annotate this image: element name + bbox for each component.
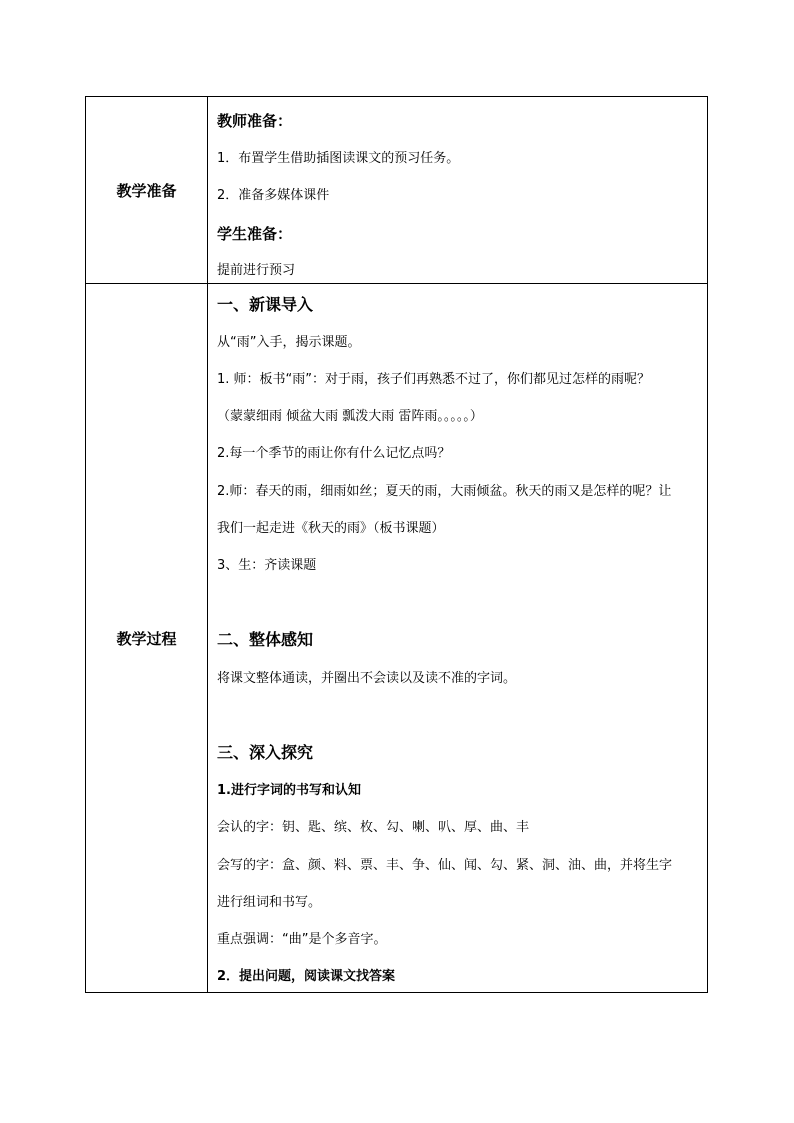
section-heading: 三、深入探究 [217, 743, 314, 762]
teaching-process-label: 教学过程 [86, 284, 208, 992]
paragraph-line: 会写的字：盒、颜、料、票、丰、争、仙、闻、勾、紧、洞、油、曲，并将生字 [217, 858, 673, 873]
paragraph-line: 1. 师：板书“雨”：对于雨，孩子们再熟悉不过了，你们都见过怎样的雨呢？ [217, 372, 651, 387]
paragraph-line: 重点强调：“曲”是个多音字。 [217, 932, 387, 947]
teaching-process-content [208, 284, 707, 992]
paragraph-line: 我们一起走进《秋天的雨》（板书课题） [217, 521, 445, 536]
subsection-heading: 1.进行字词的书写和认知 [217, 783, 361, 798]
paragraph-line: 3、生：齐读课题 [217, 558, 317, 573]
teacher-prep-heading: 教师准备： [217, 112, 293, 130]
subsection-heading: 2．提出问题，阅读课文找答案 [217, 969, 396, 984]
paragraph-line: 2.每一个季节的雨让你有什么记忆点吗？ [217, 446, 451, 461]
paragraph-line: 2.师：春天的雨，细雨如丝；夏天的雨，大雨倾盆。秋天的雨又是怎样的呢？让 [217, 484, 672, 499]
teaching-preparation-row [86, 97, 707, 284]
student-prep-text: 提前进行预习 [217, 263, 296, 278]
teaching-preparation-content [208, 97, 707, 283]
teaching-process-row [86, 284, 707, 992]
paragraph-line: 从“雨”入手，揭示课题。 [217, 335, 361, 350]
teacher-prep-item: 2．准备多媒体课件 [217, 188, 330, 203]
paragraph-line: 会认的字：钥、匙、缤、枚、勾、喇、叭、厚、曲、丰 [217, 820, 530, 835]
teacher-prep-item: 1．布置学生借助插图读课文的预习任务。 [217, 151, 460, 166]
paragraph-line: 进行组词和书写。 [217, 895, 322, 910]
paragraph-line: 将课文整体通读，并圈出不会读以及读不准的字词。 [217, 671, 517, 686]
section-heading: 一、新课导入 [217, 295, 314, 314]
lesson-plan-table [85, 96, 708, 993]
section-heading: 二、整体感知 [217, 630, 314, 649]
paragraph-line: （蒙蒙细雨 倾盆大雨 瓢泼大雨 雷阵雨。。。。。） [217, 409, 483, 424]
student-prep-heading: 学生准备： [217, 225, 293, 243]
teaching-preparation-label: 教学准备 [86, 97, 208, 283]
